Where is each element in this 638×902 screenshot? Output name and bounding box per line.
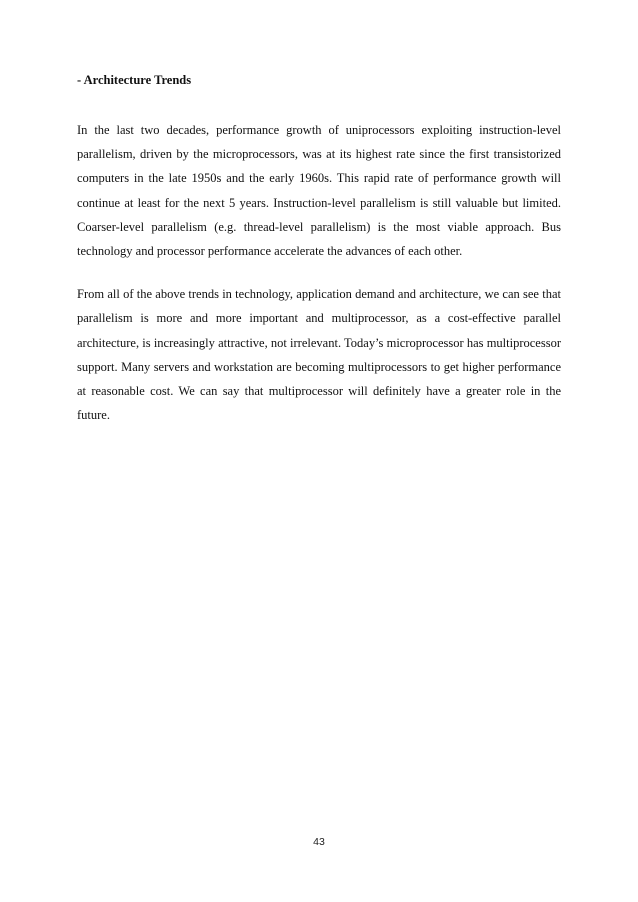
paragraph-conclusion: From all of the above trends in technology, application demand and architecture, we can see that parallelism is more and more important and multiprocessor, as a cost-effective parallel architecture, is increasingly attractive, not irrelevant. Today’s microprocessor has multiprocessor support. Many servers and workstation are becoming multiprocessors to get higher performance at reasonable cost. We can say that multiprocessor will definitely have a greater role in the future. [77, 287, 561, 423]
section-heading: - Architecture Trends [77, 73, 192, 87]
page-number: 43 [313, 836, 325, 848]
paragraph-architecture-trends: In the last two decades, performance growth of uniprocessors exploiting instruction-level parallelism, driven by the microprocessors, was at its highest rate since the first transistorized computers in the late 1950s and the early 1960s. This rapid rate of performance growth will continue at least for the next 5 years. Instruction-level parallelism is still valuable but limited. Coarser-level parallelism (e.g. thread-level parallelism) is the most viable approach. Bus technology and processor performance accelerate the advances of each other. [77, 123, 561, 259]
page-content [77, 71, 561, 427]
